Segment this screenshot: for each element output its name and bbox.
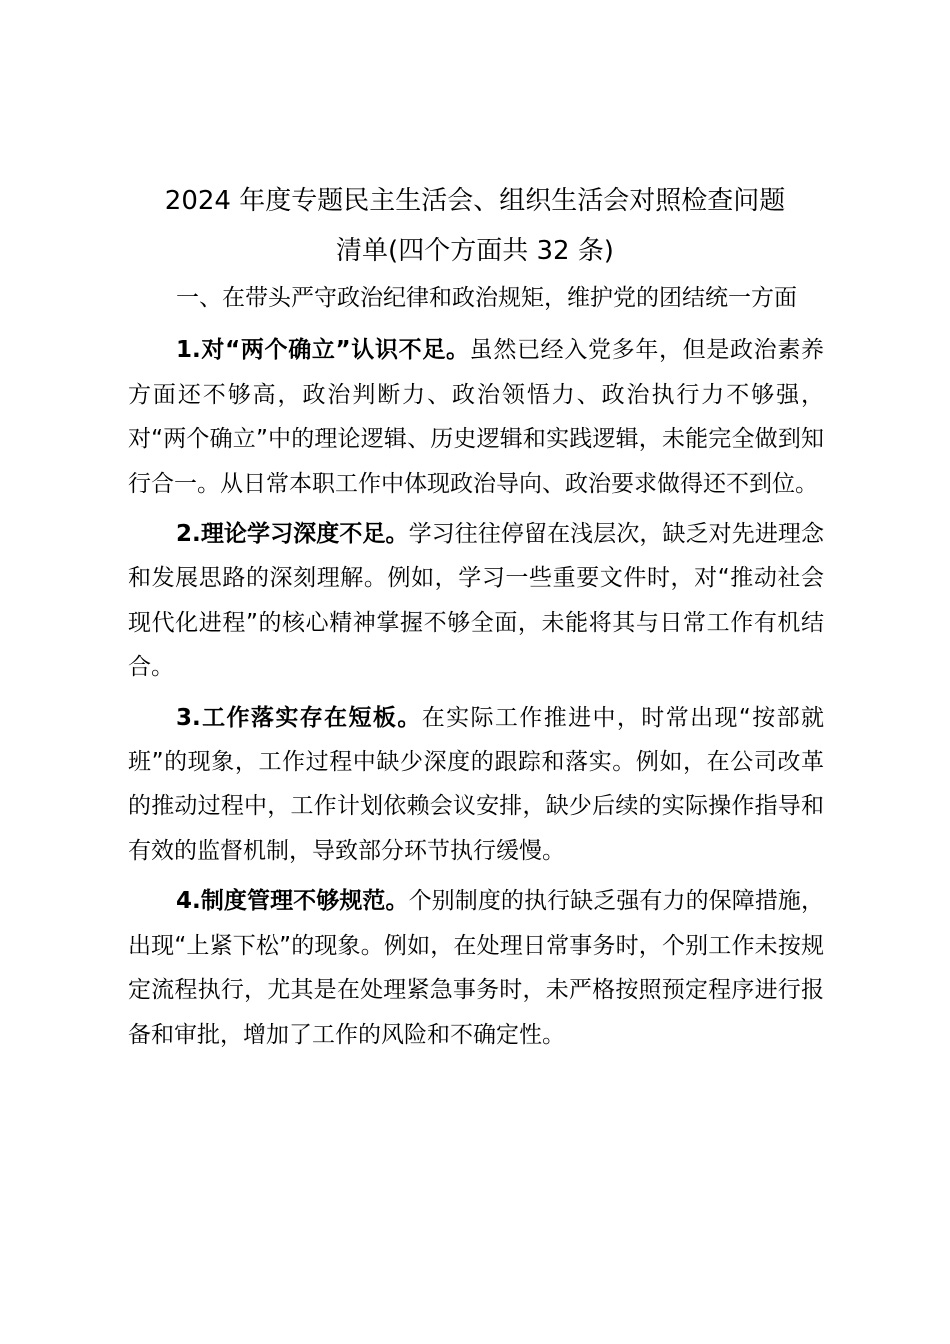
issue-item-1 <box>128 328 824 506</box>
issue-item-body: 学习往往停留在浅层次，缺乏对先进理念和发展思路的深刻理解。例如，学习一些重要文件时，对“推动社会现代化进程”的核心精神掌握不够全面，未能将其与日常工作有机结合。 <box>128 521 824 681</box>
issue-item-2 <box>128 512 824 690</box>
title-line-1: 2024 年度专题民主生活会、组织生活会对照检查问题 <box>164 186 786 216</box>
issue-item-title: 2.理论学习深度不足。 <box>176 521 409 548</box>
issue-item-body: 个别制度的执行缺乏强有力的保障措施，出现“上紧下松”的现象。例如，在处理日常事务时，个别工作未按规定流程执行，尤其是在处理紧急事务时，未严格按照预定程序进行报备和审批，增加了工作的风险和不确定性。 <box>128 888 824 1048</box>
issue-item-4 <box>128 879 824 1057</box>
issue-item-3 <box>128 696 824 874</box>
document-title <box>100 176 850 276</box>
issue-item-title: 3.工作落实存在短板。 <box>176 704 422 731</box>
title-line-2: 清单(四个方面共 32 条) <box>336 236 614 266</box>
issue-item-body: 在实际工作推进中，时常出现“按部就班”的现象，工作过程中缺少深度的跟踪和落实。例如，在公司改革的推动过程中，工作计划依赖会议安排，缺少后续的实际操作指导和有效的监督机制，导致部分环节执行缓慢。 <box>128 704 824 864</box>
issue-item-title: 4.制度管理不够规范。 <box>176 888 409 915</box>
issue-item-title: 1.对“两个确立”认识不足。 <box>176 337 470 364</box>
document-body <box>128 276 824 1063</box>
section-heading: 一、在带头严守政治纪律和政治规矩，维护党的团结统一方面 <box>176 285 797 311</box>
issue-item-body: 虽然已经入党多年，但是政治素养方面还不够高，政治判断力、政治领悟力、政治执行力不够强，对“两个确立”中的理论逻辑、历史逻辑和实践逻辑，未能完全做到知行合一。从日常本职工作中体现政治导向、政治要求做得还不到位。 <box>128 337 824 497</box>
